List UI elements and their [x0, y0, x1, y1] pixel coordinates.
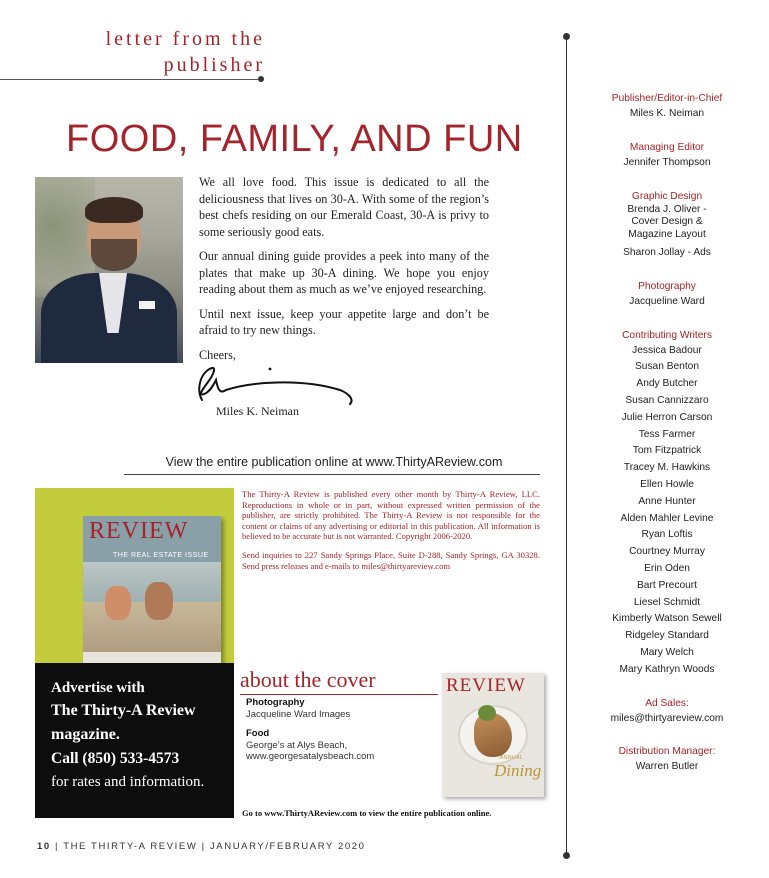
legal-notice: [242, 489, 540, 579]
letter-paragraph: Until next issue, keep your appetite large and don’t be afraid to try new things.: [199, 306, 489, 337]
ad-phone-line: Call (850) 533-4573: [51, 750, 180, 767]
photography-label: Photography: [246, 697, 305, 708]
ad-line: magazine.: [51, 726, 120, 743]
writer-name: Anne Hunter: [638, 495, 696, 507]
writer-name: Susan Cannizzaro: [625, 395, 709, 407]
header-line-1: letter from the: [105, 28, 265, 50]
publisher-name: Miles K. Neiman: [629, 108, 705, 119]
cover-dining-label: Dining: [494, 761, 542, 780]
managing-editor-label: Managing Editor: [629, 141, 705, 153]
signature-name: Miles K. Neiman: [216, 404, 299, 418]
photography-value: Jacqueline Ward Images: [246, 708, 351, 720]
letter-paragraph: Our annual dining guide provides a peek into many of the plates that make up 30-A dining. We hope you enjoy reading about them as much as we’ve enjoyed researching.: [199, 249, 489, 296]
graphic-design-name: Brenda J. Oliver -: [627, 203, 707, 215]
writer-name: Mary Kathryn Woods: [619, 663, 715, 675]
publisher-photo: [35, 177, 183, 363]
goto-website-line: Go to www.ThirtyAReview.com to view the entire publication online.: [242, 808, 492, 818]
publisher-label: Publisher/Editor-in-Chief: [611, 93, 723, 104]
header-line-2: publisher: [163, 54, 265, 76]
photography-name: Jacqueline Ward: [629, 295, 705, 307]
writer-name: Mary Welch: [640, 647, 694, 659]
writer-name: Erin Oden: [644, 563, 690, 575]
writer-name: Bart Precourt: [636, 579, 698, 591]
advertise-banner: [35, 488, 234, 818]
graphic-design-ads: Sharon Jollay - Ads: [623, 247, 711, 259]
ad-line: for rates and information.: [51, 774, 205, 790]
cover-magazine-title: REVIEW: [446, 675, 526, 696]
divider-dot-top: [563, 33, 570, 40]
photography-label-masthead: Photography: [638, 280, 696, 292]
writer-name: Courtney Murray: [629, 546, 705, 558]
page-footer: [37, 841, 366, 852]
letter-paragraph: We all love food. This issue is dedicated to all the deliciousness that lives on 30-A. With some of the region’s best chefs residing on our Emerald Coast, 30-A is privy to some seriously good eats.: [199, 175, 489, 239]
header-rule: [0, 79, 262, 80]
online-publication-line: View the entire publication online at www.ThirtyAReview.com: [165, 455, 503, 469]
ad-magazine-title: REVIEW: [89, 518, 189, 544]
footer-separator: |: [55, 841, 60, 852]
letter-closing: Cheers,: [199, 347, 236, 362]
ad-line: The Thirty-A Review: [51, 702, 196, 719]
divider-dot-bottom: [563, 852, 570, 859]
writer-name: Julie Herron Carson: [621, 411, 713, 423]
writer-name: Ellen Howle: [640, 479, 694, 491]
column-divider: [566, 36, 567, 856]
page-title: FOOD, FAMILY, AND FUN: [66, 118, 523, 160]
writer-name: Ryan Loftis: [641, 529, 693, 541]
about-cover-credits: [246, 697, 436, 763]
section-header: [60, 26, 265, 78]
writers-list: [577, 343, 757, 679]
online-rule: [124, 474, 540, 475]
writer-name: Liesel Schmidt: [633, 596, 701, 608]
contributing-writers-label: Contributing Writers: [622, 329, 712, 341]
ad-magazine-subtitle: THE REAL ESTATE ISSUE: [113, 552, 209, 559]
writer-name: Susan Benton: [634, 361, 699, 373]
distribution-name: Warren Butler: [635, 761, 699, 773]
ad-magazine-cover-image: [83, 516, 221, 666]
food-url: www.georgesatalysbeach.com: [246, 751, 375, 762]
footer-text: THE THIRTY-A REVIEW | JANUARY/FEBRUARY 2020: [63, 841, 366, 852]
graphic-design-label: Graphic Design: [631, 190, 703, 202]
page-number: 10: [37, 841, 51, 852]
copyright-paragraph: The Thirty-A Review is published every other month by Thirty-A Review, LLC. Reproductions in whole or in part, without expressed written permission of the publisher, are strictly prohibited. The Thirty-A Review is not responsible for the content or claims of any advertising or editorial in this publication. All information is believed to be accurate but is not warranted. Copyright 2006-2020.: [242, 489, 540, 542]
ad-line: Advertise with: [51, 680, 145, 696]
contact-paragraph: Send inquiries to 227 Sandy Springs Place, Suite D-288, Sandy Springs, GA 30328. Send press releases and e-mails to miles@thirtyareview.com: [242, 549, 540, 571]
writer-name: Jessica Badour: [632, 344, 702, 356]
cover-magazine-image: [442, 673, 544, 797]
cover-annual-label: ANNUAL: [500, 755, 524, 761]
graphic-design-role: Cover Design &: [631, 216, 703, 228]
letter-body: [199, 174, 489, 371]
ad-sales-label: Ad Sales:: [645, 697, 689, 709]
graphic-design-role: Magazine Layout: [628, 228, 706, 240]
ad-sales-email: miles@thirtyareview.com: [610, 712, 724, 724]
about-cover-rule: [240, 694, 438, 695]
writer-name: Tom Fitzpatrick: [632, 445, 702, 457]
writer-name: Kimberly Watson Sewell: [612, 613, 722, 625]
writer-name: Alden Mahler Levine: [620, 512, 714, 524]
writer-name: Tracey M. Hawkins: [623, 462, 711, 474]
writer-name: Ridgeley Standard: [625, 630, 709, 642]
about-cover-title: about the cover: [240, 667, 376, 692]
writer-name: Andy Butcher: [636, 378, 698, 390]
header-rule-dot: [258, 76, 264, 82]
ad-text-panel: [35, 663, 234, 818]
food-label: Food: [246, 728, 270, 739]
managing-editor-name: Jennifer Thompson: [623, 156, 711, 168]
masthead: [577, 92, 757, 776]
food-value: George’s at Alys Beach,: [246, 739, 348, 751]
writer-name: Tess Farmer: [638, 428, 696, 440]
distribution-label: Distribution Manager:: [618, 746, 716, 758]
